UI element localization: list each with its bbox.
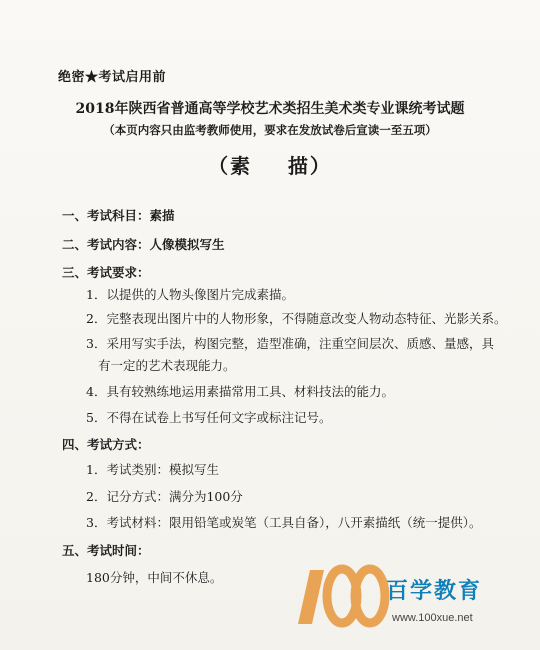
section-requirements: 三、考试要求： (62, 265, 150, 280)
section-method: 四、考试方式： (62, 437, 150, 452)
requirement-5: 5．不得在试卷上书写任何文字或标注记号。 (86, 410, 332, 425)
method-2: 2．记分方式：满分为100分 (86, 489, 243, 504)
requirement-3: 3．采用写实手法，构图完整，造型准确，注重空间层次、质感、量感，具 (86, 336, 494, 351)
method-1: 1．考试类别：模拟写生 (86, 462, 219, 477)
exam-title: 2018年陕西省普通高等学校艺术类招生美术类专业课统考试题 (75, 101, 465, 117)
requirement-2: 2．完整表现出图片中的人物形象，不得随意改变人物动态特征、光影关系。 (86, 311, 507, 326)
exam-note: （本页内容只由监考教师使用，要求在发放试卷后宣读一至五项） (103, 123, 437, 137)
time-text: 180分钟，中间不休息。 (86, 570, 223, 585)
watermark-url: www.100xue.net (392, 612, 473, 624)
section-time: 五、考试时间： (62, 543, 150, 558)
section-content: 二、考试内容：人像模拟写生 (62, 237, 225, 252)
secret-label: 绝密★考试启用前 (58, 70, 167, 85)
exam-subject: （素 描） (208, 154, 332, 178)
requirement-4: 4．具有较熟练地运用素描常用工具、材料技法的能力。 (86, 384, 394, 399)
requirement-1: 1．以提供的人物头像图片完成素描。 (86, 287, 294, 302)
watermark-brand: 百学教育 (386, 578, 483, 604)
section-subject: 一、考试科目：素描 (62, 208, 175, 223)
requirement-3-cont: 有一定的艺术表现能力。 (98, 358, 236, 373)
method-3: 3．考试材料：限用铅笔或炭笔（工具自备），八开素描纸（统一提供）。 (86, 515, 482, 530)
